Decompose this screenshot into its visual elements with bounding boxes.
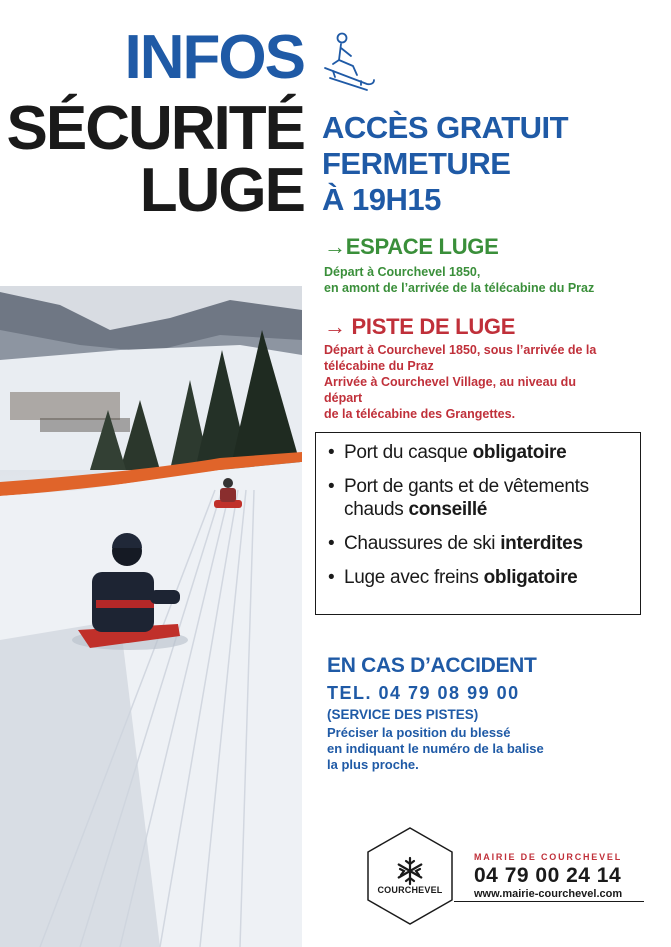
mairie-phone: 04 79 00 24 14: [474, 864, 622, 887]
piste-luge-title: PISTE DE LUGE: [351, 314, 516, 339]
mairie-name: MAIRIE DE COURCHEVEL: [474, 852, 623, 862]
rule-text: Port de gants et de vêtements chauds: [344, 476, 589, 520]
rule-text: Port du casque: [344, 442, 473, 463]
courchevel-logo: [366, 826, 454, 926]
piste-luge-line: Départ à Courchevel 1850, sous l’arrivée de la: [324, 343, 597, 357]
espace-luge-line: Départ à Courchevel 1850,: [324, 265, 481, 279]
espace-luge-title: ESPACE LUGE: [345, 234, 499, 259]
rule-emphasis: interdites: [500, 533, 583, 554]
piste-luge-line: de la télécabine des Grangettes.: [324, 407, 516, 421]
bullet-icon: •: [328, 567, 335, 588]
access-time: À 19H15: [322, 182, 441, 217]
piste-luge-line: télécabine du Praz: [324, 359, 434, 373]
accident-note-line: en indiquant le numéro de la balise: [327, 741, 544, 756]
sled-icon: [321, 30, 379, 92]
piste-luge-heading: [324, 314, 515, 340]
accident-phone: TEL. 04 79 08 99 00: [327, 683, 520, 703]
piste-luge-line: Arrivée à Courchevel Village, au niveau du départ: [324, 375, 576, 405]
espace-luge-line: en amont de l’arrivée de la télécabine du Praz: [324, 281, 595, 295]
accident-note-line: la plus proche.: [327, 757, 419, 772]
espace-luge-description: [324, 264, 614, 296]
accident-note: [327, 725, 607, 773]
bullet-icon: •: [328, 476, 335, 497]
rule-item: [328, 475, 630, 521]
rule-emphasis: obligatoire: [483, 567, 578, 588]
title-luge: LUGE: [139, 156, 304, 225]
courchevel-logo-label: COURCHEVEL: [377, 885, 443, 895]
rule-item: [328, 532, 630, 555]
bullet-icon: •: [328, 442, 335, 463]
arrow-right-icon: →: [324, 234, 346, 259]
access-info: [322, 110, 568, 218]
footer-divider: [454, 901, 644, 902]
espace-luge-heading: [324, 234, 498, 260]
accident-service: (SERVICE DES PISTES): [327, 707, 479, 722]
accident-note-line: Préciser la position du blessé: [327, 725, 511, 740]
arrow-right-icon: →: [324, 314, 346, 339]
title-securite: SÉCURITÉ: [6, 94, 304, 163]
rule-item: [328, 441, 630, 464]
piste-luge-description: [324, 342, 614, 422]
mairie-website[interactable]: www.mairie-courchevel.com: [474, 888, 623, 900]
access-closing: FERMETURE: [322, 146, 511, 181]
safety-rules-box: [315, 432, 641, 615]
rule-emphasis: conseillé: [408, 499, 488, 520]
accident-heading: EN CAS D’ACCIDENT: [327, 654, 537, 677]
access-free: ACCÈS GRATUIT: [322, 110, 569, 145]
rule-emphasis: obligatoire: [472, 442, 567, 463]
bullet-icon: •: [328, 533, 335, 554]
rule-item: [328, 566, 630, 589]
rule-text: Luge avec freins: [344, 567, 484, 588]
rule-text: Chaussures de ski: [344, 533, 501, 554]
title-infos: INFOS: [124, 23, 304, 92]
